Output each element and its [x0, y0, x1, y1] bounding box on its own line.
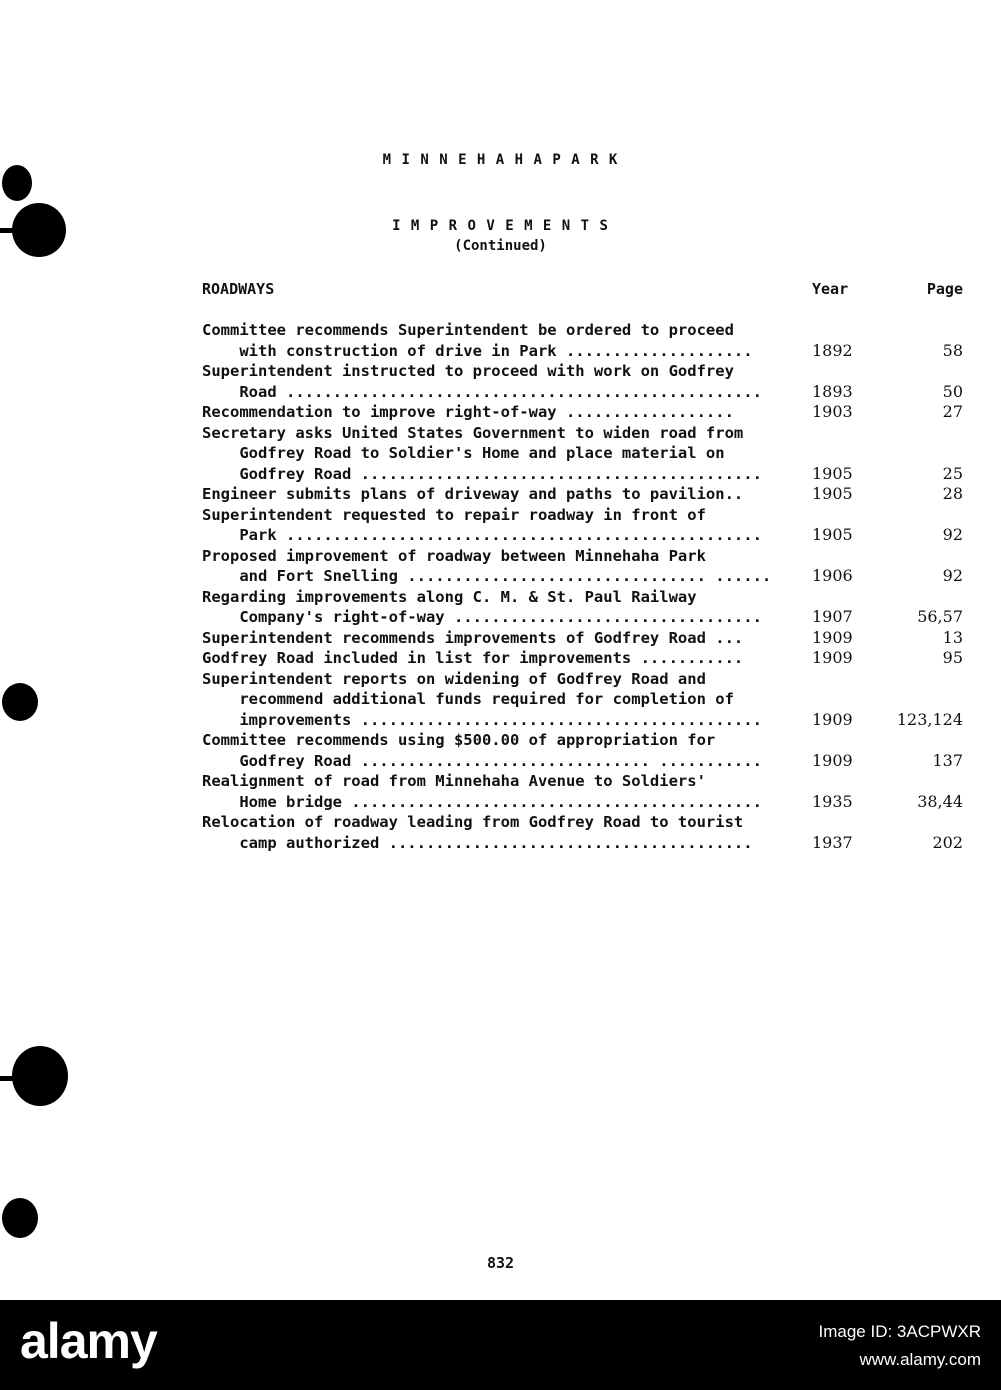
- entry-text: Secretary asks United States Government to widen road from: [202, 423, 744, 442]
- entry-text: camp authorized .......................................: [202, 833, 753, 852]
- entry-page: 13: [942, 627, 963, 647]
- entry-year: 1905: [812, 484, 853, 503]
- entry-page: 123,124: [896, 709, 963, 729]
- entry-year: 1903: [812, 402, 853, 421]
- image-id-label: Image ID: 3ACPWXR: [818, 1322, 981, 1341]
- index-entry: [0, 587, 1001, 628]
- section-heading: ROADWAYS: [202, 280, 275, 298]
- entry-text: Committee recommends using $500.00 of appropriation for: [202, 731, 716, 749]
- entry-page: 92: [942, 566, 963, 585]
- binder-hole-bar: [0, 1076, 20, 1081]
- entry-text: Godfrey Road ...........................................: [202, 464, 762, 483]
- index-entry: [0, 505, 1001, 546]
- entry-page: 58: [942, 340, 963, 360]
- entry-year: 1909: [812, 709, 853, 729]
- entry-page: 137: [932, 750, 963, 770]
- entry-text: Company's right-of-way .................................: [202, 608, 762, 626]
- entry-page: 202: [932, 832, 963, 852]
- entry-page: 28: [942, 484, 963, 503]
- index-entry: [0, 361, 1001, 402]
- entry-text: improvements ...........................................: [202, 710, 762, 729]
- entry-text: Superintendent reports on widening of Godfrey Road and: [202, 669, 706, 688]
- entry-text: Superintendent recommends improvements of Godfrey Road ...: [202, 628, 744, 647]
- entry-text: Godfrey Road included in list for improvements ...........: [202, 649, 744, 667]
- binder-hole: [2, 165, 32, 201]
- entry-year: 1905: [812, 463, 853, 483]
- entry-page: 27: [942, 402, 963, 421]
- continued-label: (Continued): [454, 238, 547, 254]
- entry-year: 1909: [812, 750, 853, 770]
- entry-text: with construction of drive in Park ....................: [202, 341, 753, 360]
- binder-hole: [12, 1046, 68, 1106]
- binder-hole: [2, 1198, 38, 1238]
- entry-text: Relocation of roadway leading from Godfrey Road to tourist: [202, 813, 744, 831]
- watermark-footer: [0, 1300, 1001, 1390]
- index-entry: [0, 320, 1001, 361]
- entry-text: Home bridge ............................................: [202, 792, 762, 811]
- entry-year: 1937: [812, 832, 853, 852]
- index-entry: [0, 484, 1001, 505]
- index-entry: [0, 812, 1001, 853]
- entry-text: Proposed improvement of roadway between Minnehaha Park: [202, 546, 706, 565]
- year-column-heading: Year: [812, 280, 849, 298]
- entry-text: Park ...................................................: [202, 526, 762, 544]
- entry-text: Superintendent requested to repair roadway in front of: [202, 505, 706, 524]
- page-column-heading: Page: [926, 280, 963, 298]
- entry-year: 1909: [812, 627, 853, 647]
- site-url: www.alamy.com: [859, 1350, 981, 1369]
- index-entry: [0, 402, 1001, 423]
- entry-page: 95: [942, 648, 963, 667]
- entry-year: 1906: [812, 566, 853, 585]
- document-title: M I N N E H A H A P A R K: [382, 152, 619, 168]
- entry-text: Superintendent instructed to proceed with work on Godfrey: [202, 362, 734, 380]
- entry-text: Recommendation to improve right-of-way ..................: [202, 403, 734, 421]
- entry-page: 25: [942, 463, 963, 483]
- entry-year: 1935: [812, 791, 853, 811]
- entry-year: 1893: [812, 381, 853, 401]
- index-entry: [0, 771, 1001, 812]
- index-entry: [0, 546, 1001, 587]
- entry-text: Godfrey Road ............................... ...........: [202, 751, 762, 770]
- entry-text: Regarding improvements along C. M. & St. Paul Railway: [202, 587, 697, 606]
- page-number: 832: [486, 1254, 515, 1272]
- entry-text: Road ...................................................: [202, 382, 762, 401]
- entry-year: 1907: [812, 607, 853, 626]
- entry-text: Realignment of road from Minnehaha Avenue to Soldiers': [202, 772, 706, 790]
- index-entry: [0, 628, 1001, 649]
- index-entry: [0, 669, 1001, 731]
- index-entry: [0, 730, 1001, 771]
- entry-text: recommend additional funds required for completion of: [202, 690, 734, 708]
- document-subtitle: I M P R O V E M E N T S: [392, 218, 609, 234]
- entry-page: 56,57: [917, 607, 963, 626]
- index-entry: [0, 648, 1001, 669]
- entry-text: Godfrey Road to Soldier's Home and place material on: [202, 444, 725, 462]
- entry-page: 50: [942, 381, 963, 401]
- entry-year: 1892: [812, 340, 853, 360]
- entries-list: [0, 320, 1001, 853]
- entry-text: Engineer submits plans of driveway and paths to pavilion..: [202, 485, 744, 503]
- index-entry: [0, 423, 1001, 485]
- entry-year: 1905: [812, 525, 853, 544]
- entry-page: 92: [942, 525, 963, 544]
- entry-page: 38,44: [917, 791, 963, 811]
- entry-text: and Fort Snelling ................................ ......: [202, 567, 772, 585]
- entry-text: Committee recommends Superintendent be ordered to proceed: [202, 321, 734, 339]
- brand-logo: alamy: [20, 1313, 157, 1369]
- entry-year: 1909: [812, 648, 853, 667]
